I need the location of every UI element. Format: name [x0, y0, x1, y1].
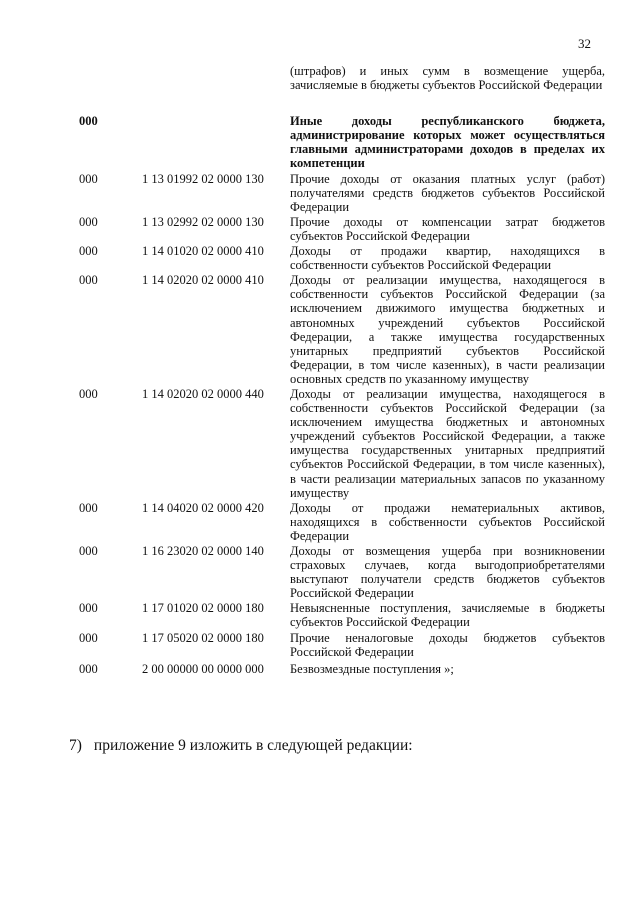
instruction-text: приложение 9 изложить в следующей редакции:	[93, 737, 413, 754]
table-row	[0, 544, 640, 600]
revenue-description: Прочие доходы от оказания платных услуг (работ) получателями средств бюджетов субъектов Российской Федерации	[290, 171, 605, 214]
page-number: 32	[578, 36, 591, 51]
revenue-description: Доходы от продажи нематериальных активов, находящихся в собственности субъектов Российской Федерации	[290, 500, 605, 543]
admin-code: 000	[79, 601, 98, 616]
revenue-description: Невыясненные поступления, зачисляемые в бюджеты субъектов Российской Федерации	[290, 601, 605, 630]
revenue-description: Иные доходы республиканского бюджета, администрирование которых может осуществляться главными администраторами доходов в пределах их компетенции	[290, 114, 605, 171]
table-row	[0, 114, 640, 170]
budget-classification-code: 1 17 01020 02 0000 180	[142, 601, 264, 616]
admin-code: 000	[79, 630, 98, 645]
admin-code: 000	[79, 500, 98, 515]
admin-code: 000	[79, 544, 98, 558]
instruction-number: 7)	[69, 737, 82, 754]
admin-code: 000	[79, 386, 98, 401]
budget-classification-code: 1 17 05020 02 0000 180	[142, 630, 264, 645]
table-row	[0, 601, 640, 629]
table-row	[0, 64, 640, 92]
revenue-description: Доходы от реализации имущества, находящегося в собственности субъектов Российской Федерации (за исключением движимого имущества бюджетных и автономных учреждений субъектов Российской Федерации, а также имущества государственных унитарных предприятий субъектов Российской Федерации, в том числе казенных), в части реализации основных средств по указанному имуществу	[290, 273, 605, 386]
budget-classification-code: 1 13 01992 02 0000 130	[142, 171, 264, 186]
table-row	[0, 172, 640, 214]
table-row	[0, 501, 640, 543]
budget-classification-code: 1 14 01020 02 0000 410	[142, 244, 264, 259]
revenue-description: Прочие доходы от компенсации затрат бюджетов субъектов Российской Федерации	[290, 214, 605, 243]
table-row	[0, 244, 640, 272]
table-row	[0, 387, 640, 500]
admin-code: 000	[79, 114, 98, 129]
budget-classification-code: 2 00 00000 00 0000 000	[142, 661, 264, 676]
revenue-table	[0, 64, 640, 676]
admin-code: 000	[79, 214, 98, 229]
admin-code: 000	[79, 244, 98, 259]
budget-classification-code: 1 16 23020 02 0000 140	[142, 544, 264, 558]
revenue-description: Безвозмездные поступления »;	[290, 661, 454, 676]
budget-classification-code: 1 14 02020 02 0000 440	[142, 386, 264, 401]
amendment-instruction	[69, 737, 413, 755]
table-row	[0, 631, 640, 659]
admin-code: 000	[79, 661, 98, 676]
budget-classification-code: 1 14 02020 02 0000 410	[142, 273, 264, 288]
admin-code: 000	[79, 273, 98, 288]
revenue-description: (штрафов) и иных сумм в возмещение ущерба, зачисляемые в бюджеты субъектов Российской Федерации	[290, 64, 605, 93]
admin-code: 000	[79, 171, 98, 186]
revenue-description: Доходы от возмещения ущерба при возникновении страховых случаев, когда выгодоприобретателями выступают получатели средств бюджетов субъектов Российской Федерации	[290, 544, 605, 601]
budget-classification-code: 1 14 04020 02 0000 420	[142, 500, 264, 515]
table-row	[0, 662, 640, 676]
table-row	[0, 273, 640, 386]
revenue-description: Доходы от реализации имущества, находящегося в собственности субъектов Российской Федерации (за исключением имущества бюджетных и автономных учреждений субъектов Российской Федерации, а также имущества государственных унитарных предприятий субъектов Российской Федерации, в том числе казенных), в части реализации материальных запасов по указанному имуществу	[290, 386, 605, 500]
budget-classification-code: 1 13 02992 02 0000 130	[142, 214, 264, 229]
table-row	[0, 215, 640, 243]
revenue-description: Доходы от продажи квартир, находящихся в собственности субъектов Российской Федерации	[290, 244, 605, 273]
revenue-description: Прочие неналоговые доходы бюджетов субъектов Российской Федерации	[290, 630, 605, 659]
